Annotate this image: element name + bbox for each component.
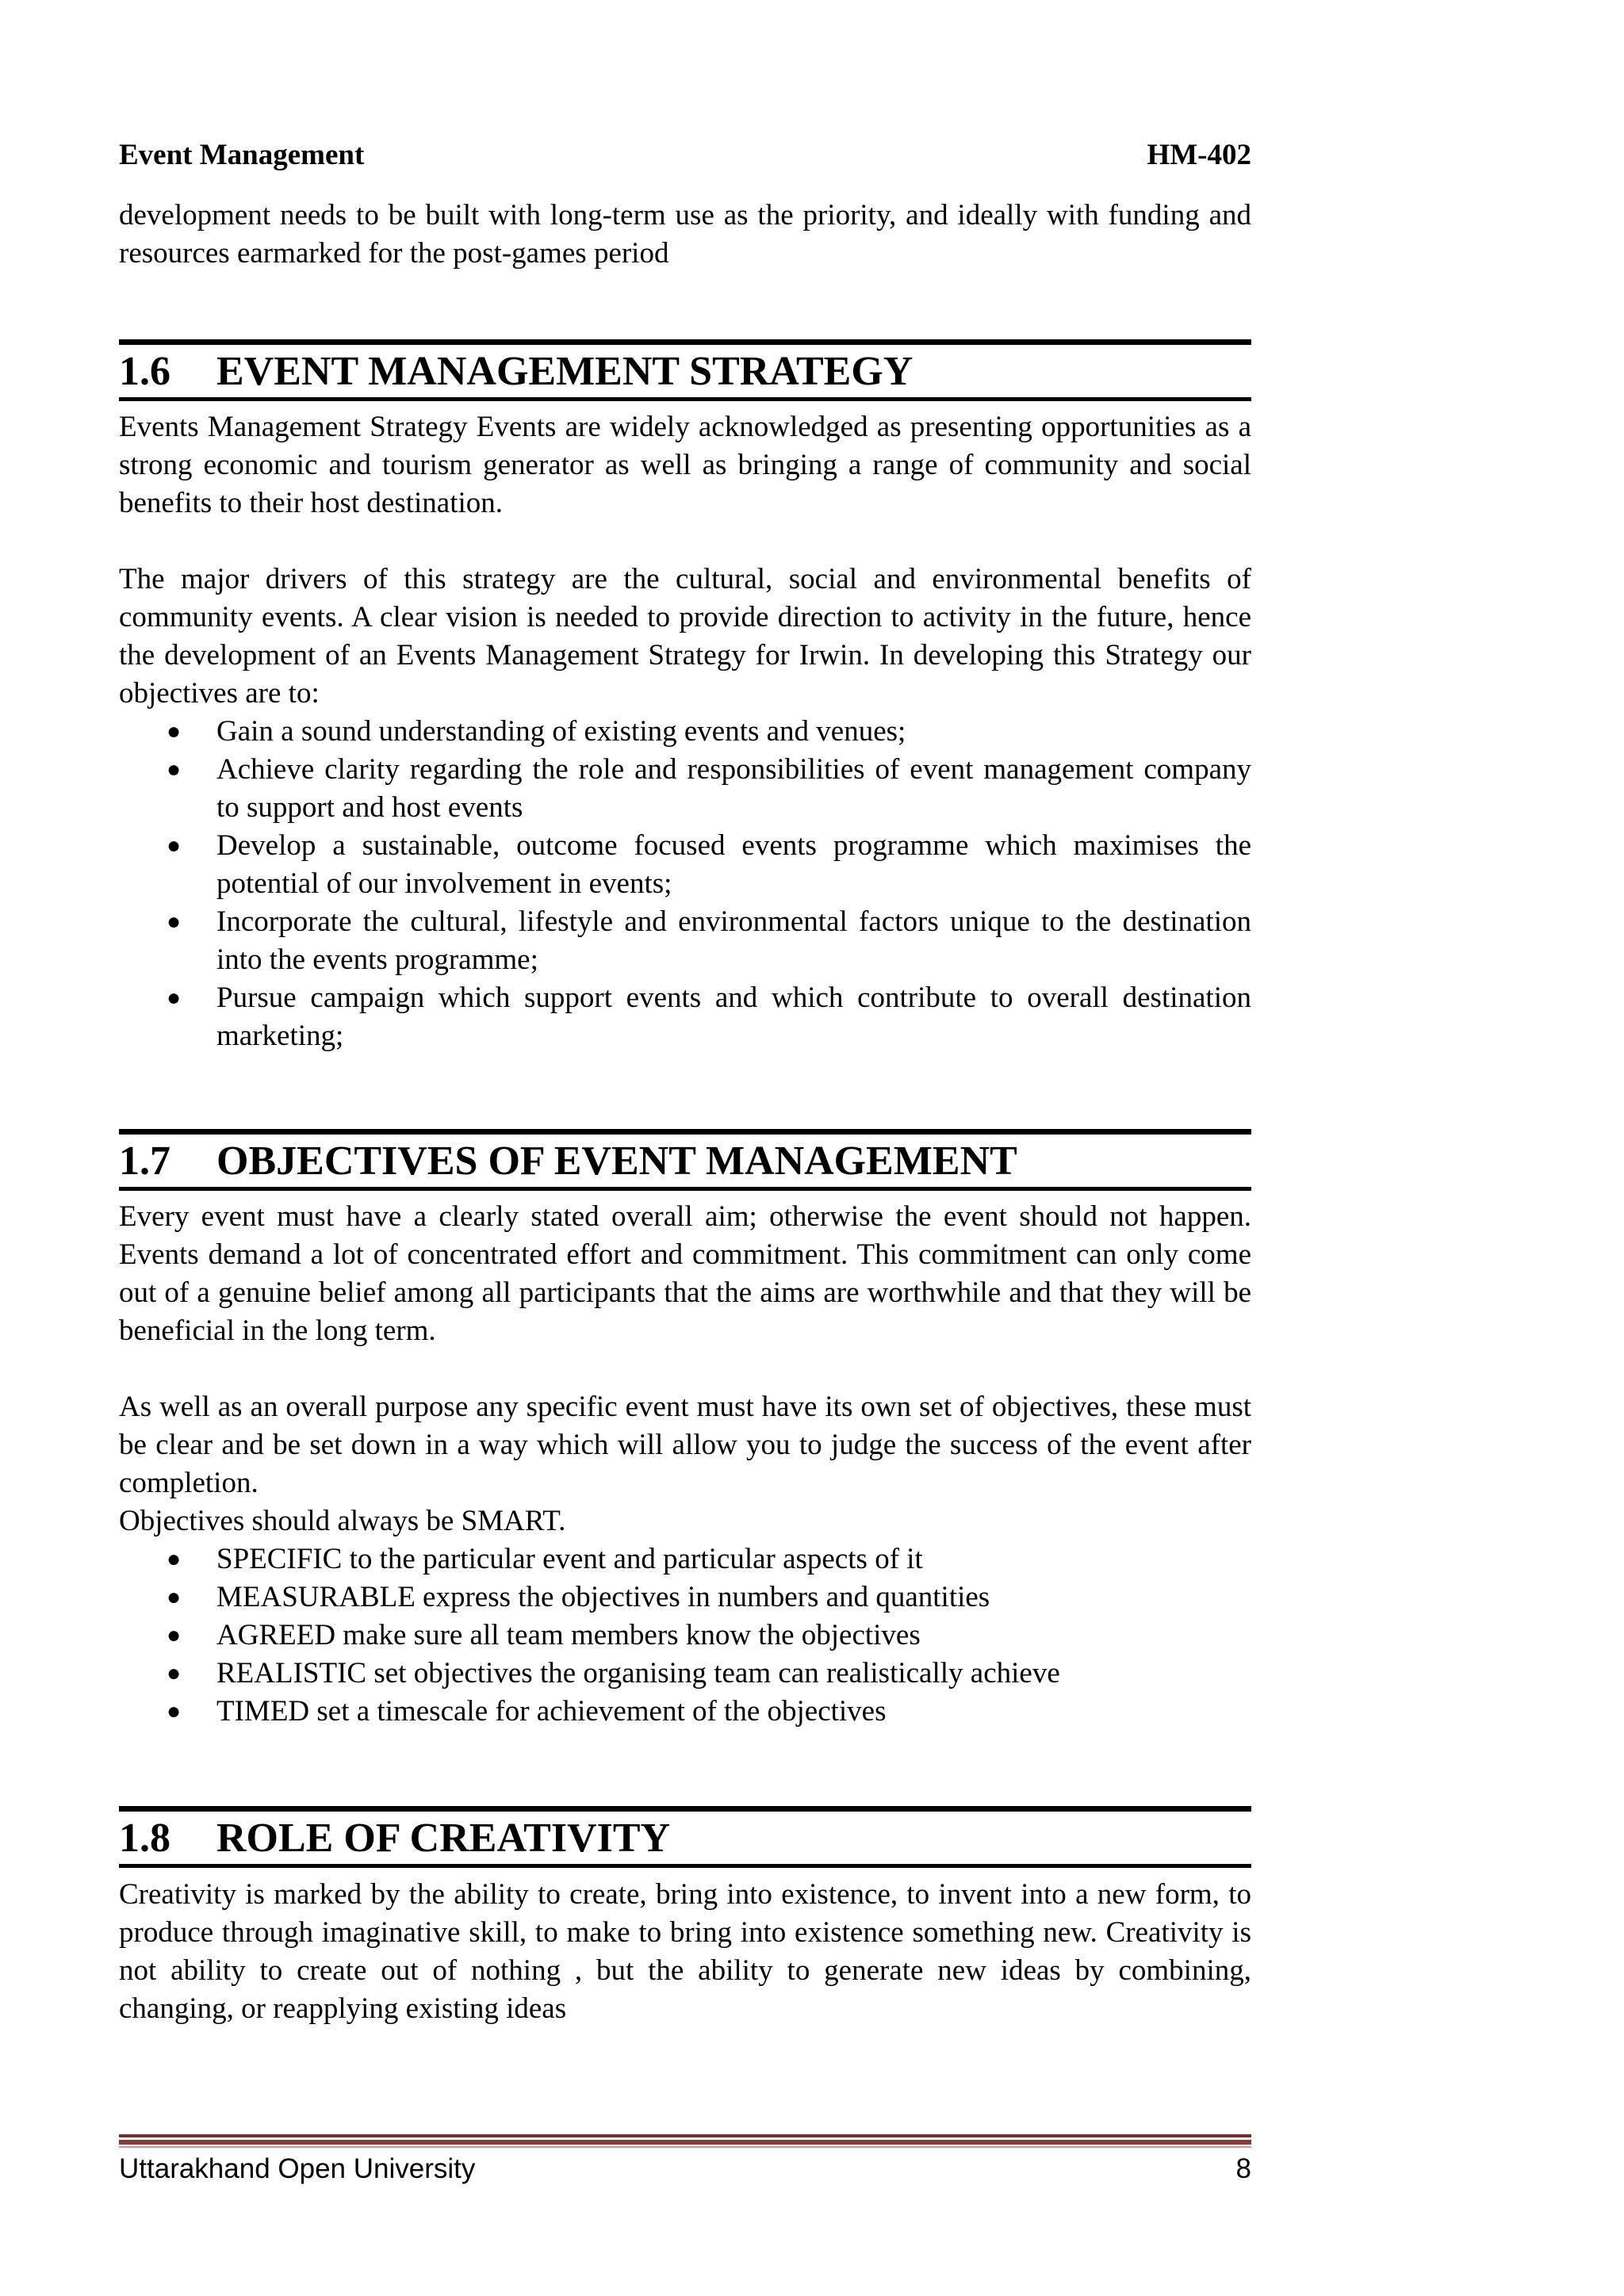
list-item: ● Pursue campaign which support events and which contribute to overall destination marketing; xyxy=(119,979,1251,1055)
list-item: ● Gain a sound understanding of existing events and venues; xyxy=(119,713,1251,751)
intro-paragraph: development needs to be built with long-term use as the priority, and ideally with funding and resources earmarked for the post-games period xyxy=(119,199,1251,270)
bullet-icon: ● xyxy=(167,1546,182,1572)
section-title: OBJECTIVES OF EVENT MANAGEMENT xyxy=(216,1138,1017,1184)
section-number: 1.6 xyxy=(119,349,170,394)
list-item: ● Achieve clarity regarding the role and responsibilities of event management company to support and host events xyxy=(119,751,1251,827)
section-number: 1.7 xyxy=(119,1138,170,1184)
bullet-icon: ● xyxy=(167,1622,182,1648)
section-1-8-paragraph-1: Creativity is marked by the ability to create, bring into existence, to invent into a new form, to produce through imaginative skill, to make to bring into existence something new. Creativity is not ability to create out of nothing , but the ability to generate new ideas by combining, changing, or reapplying existing ideas xyxy=(119,1878,1251,2025)
list-item: ● Incorporate the cultural, lifestyle and environmental factors unique to the destination into the events programme; xyxy=(119,903,1251,979)
section-heading-1-6 xyxy=(119,339,1251,401)
bullet-icon: ● xyxy=(167,909,182,935)
section-1-7-body xyxy=(119,1198,1251,1731)
bullet-icon: ● xyxy=(167,1698,182,1724)
section-number: 1.8 xyxy=(119,1816,170,1861)
header-course-code: HM-402 xyxy=(1147,139,1251,171)
list-item: ● REALISTIC set objectives the organising team can realistically achieve xyxy=(119,1655,1251,1693)
bullet-icon: ● xyxy=(167,1584,182,1610)
list-item: ● MEASURABLE express the objectives in numbers and quantities xyxy=(119,1578,1251,1617)
section-1-7-paragraph-1: Every event must have a clearly stated overall aim; otherwise the event should not happen. Events demand a lot of concentrated effort and commitment. This commitment can only come out of a genuine belief among all participants that the aims are worthwhile and that they will be beneficial in the long term. xyxy=(119,1200,1251,1347)
running-header xyxy=(119,138,1251,173)
bullet-icon: ● xyxy=(167,1660,182,1686)
running-footer xyxy=(119,2152,1251,2187)
bullet-icon: ● xyxy=(167,985,182,1011)
section-1-8-body xyxy=(119,1876,1251,2028)
list-item: ● TIMED set a timescale for achievement of the objectives xyxy=(119,1693,1251,1731)
section-heading-1-7 xyxy=(119,1129,1251,1191)
footer-rule xyxy=(119,2134,1251,2148)
list-item: ● SPECIFIC to the particular event and particular aspects of it xyxy=(119,1540,1251,1578)
page-number: 8 xyxy=(1235,2153,1251,2184)
list-item: ● Develop a sustainable, outcome focused events programme which maximises the potential of our involvement in events; xyxy=(119,827,1251,903)
list-item: ● AGREED make sure all team members know the objectives xyxy=(119,1617,1251,1655)
bullet-icon: ● xyxy=(167,718,182,744)
section-title: ROLE OF CREATIVITY xyxy=(216,1816,671,1861)
section-1-7-paragraph-2: As well as an overall purpose any specific event must have its own set of objectives, these must be clear and be set down in a way which will allow you to judge the success of the event after completion. xyxy=(119,1391,1251,1499)
footer-university: Uttarakhand Open University xyxy=(119,2153,476,2184)
section-heading-1-8 xyxy=(119,1806,1251,1868)
intro-block xyxy=(119,197,1251,273)
section-1-6-body xyxy=(119,408,1251,1055)
section-1-6-bullet-list xyxy=(119,713,1251,1055)
section-1-7-paragraph-3: Objectives should always be SMART. xyxy=(119,1505,566,1537)
document-page xyxy=(119,0,1251,2296)
section-1-7-bullet-list xyxy=(119,1540,1251,1731)
bullet-icon: ● xyxy=(167,756,182,783)
section-1-6-paragraph-2: The major drivers of this strategy are the cultural, social and environmental benefits of community events. A clear vision is needed to provide direction to activity in the future, hence the development of an Events Management Strategy for Irwin. In developing this Strategy our objectives are to: xyxy=(119,563,1251,710)
section-1-6-paragraph-1: Events Management Strategy Events are widely acknowledged as presenting opportunities as a strong economic and tourism generator as well as bringing a range of community and social benefits to their host destination. xyxy=(119,411,1251,519)
section-title: EVENT MANAGEMENT STRATEGY xyxy=(216,349,914,394)
header-course-title: Event Management xyxy=(119,139,365,171)
bullet-icon: ● xyxy=(167,832,182,859)
